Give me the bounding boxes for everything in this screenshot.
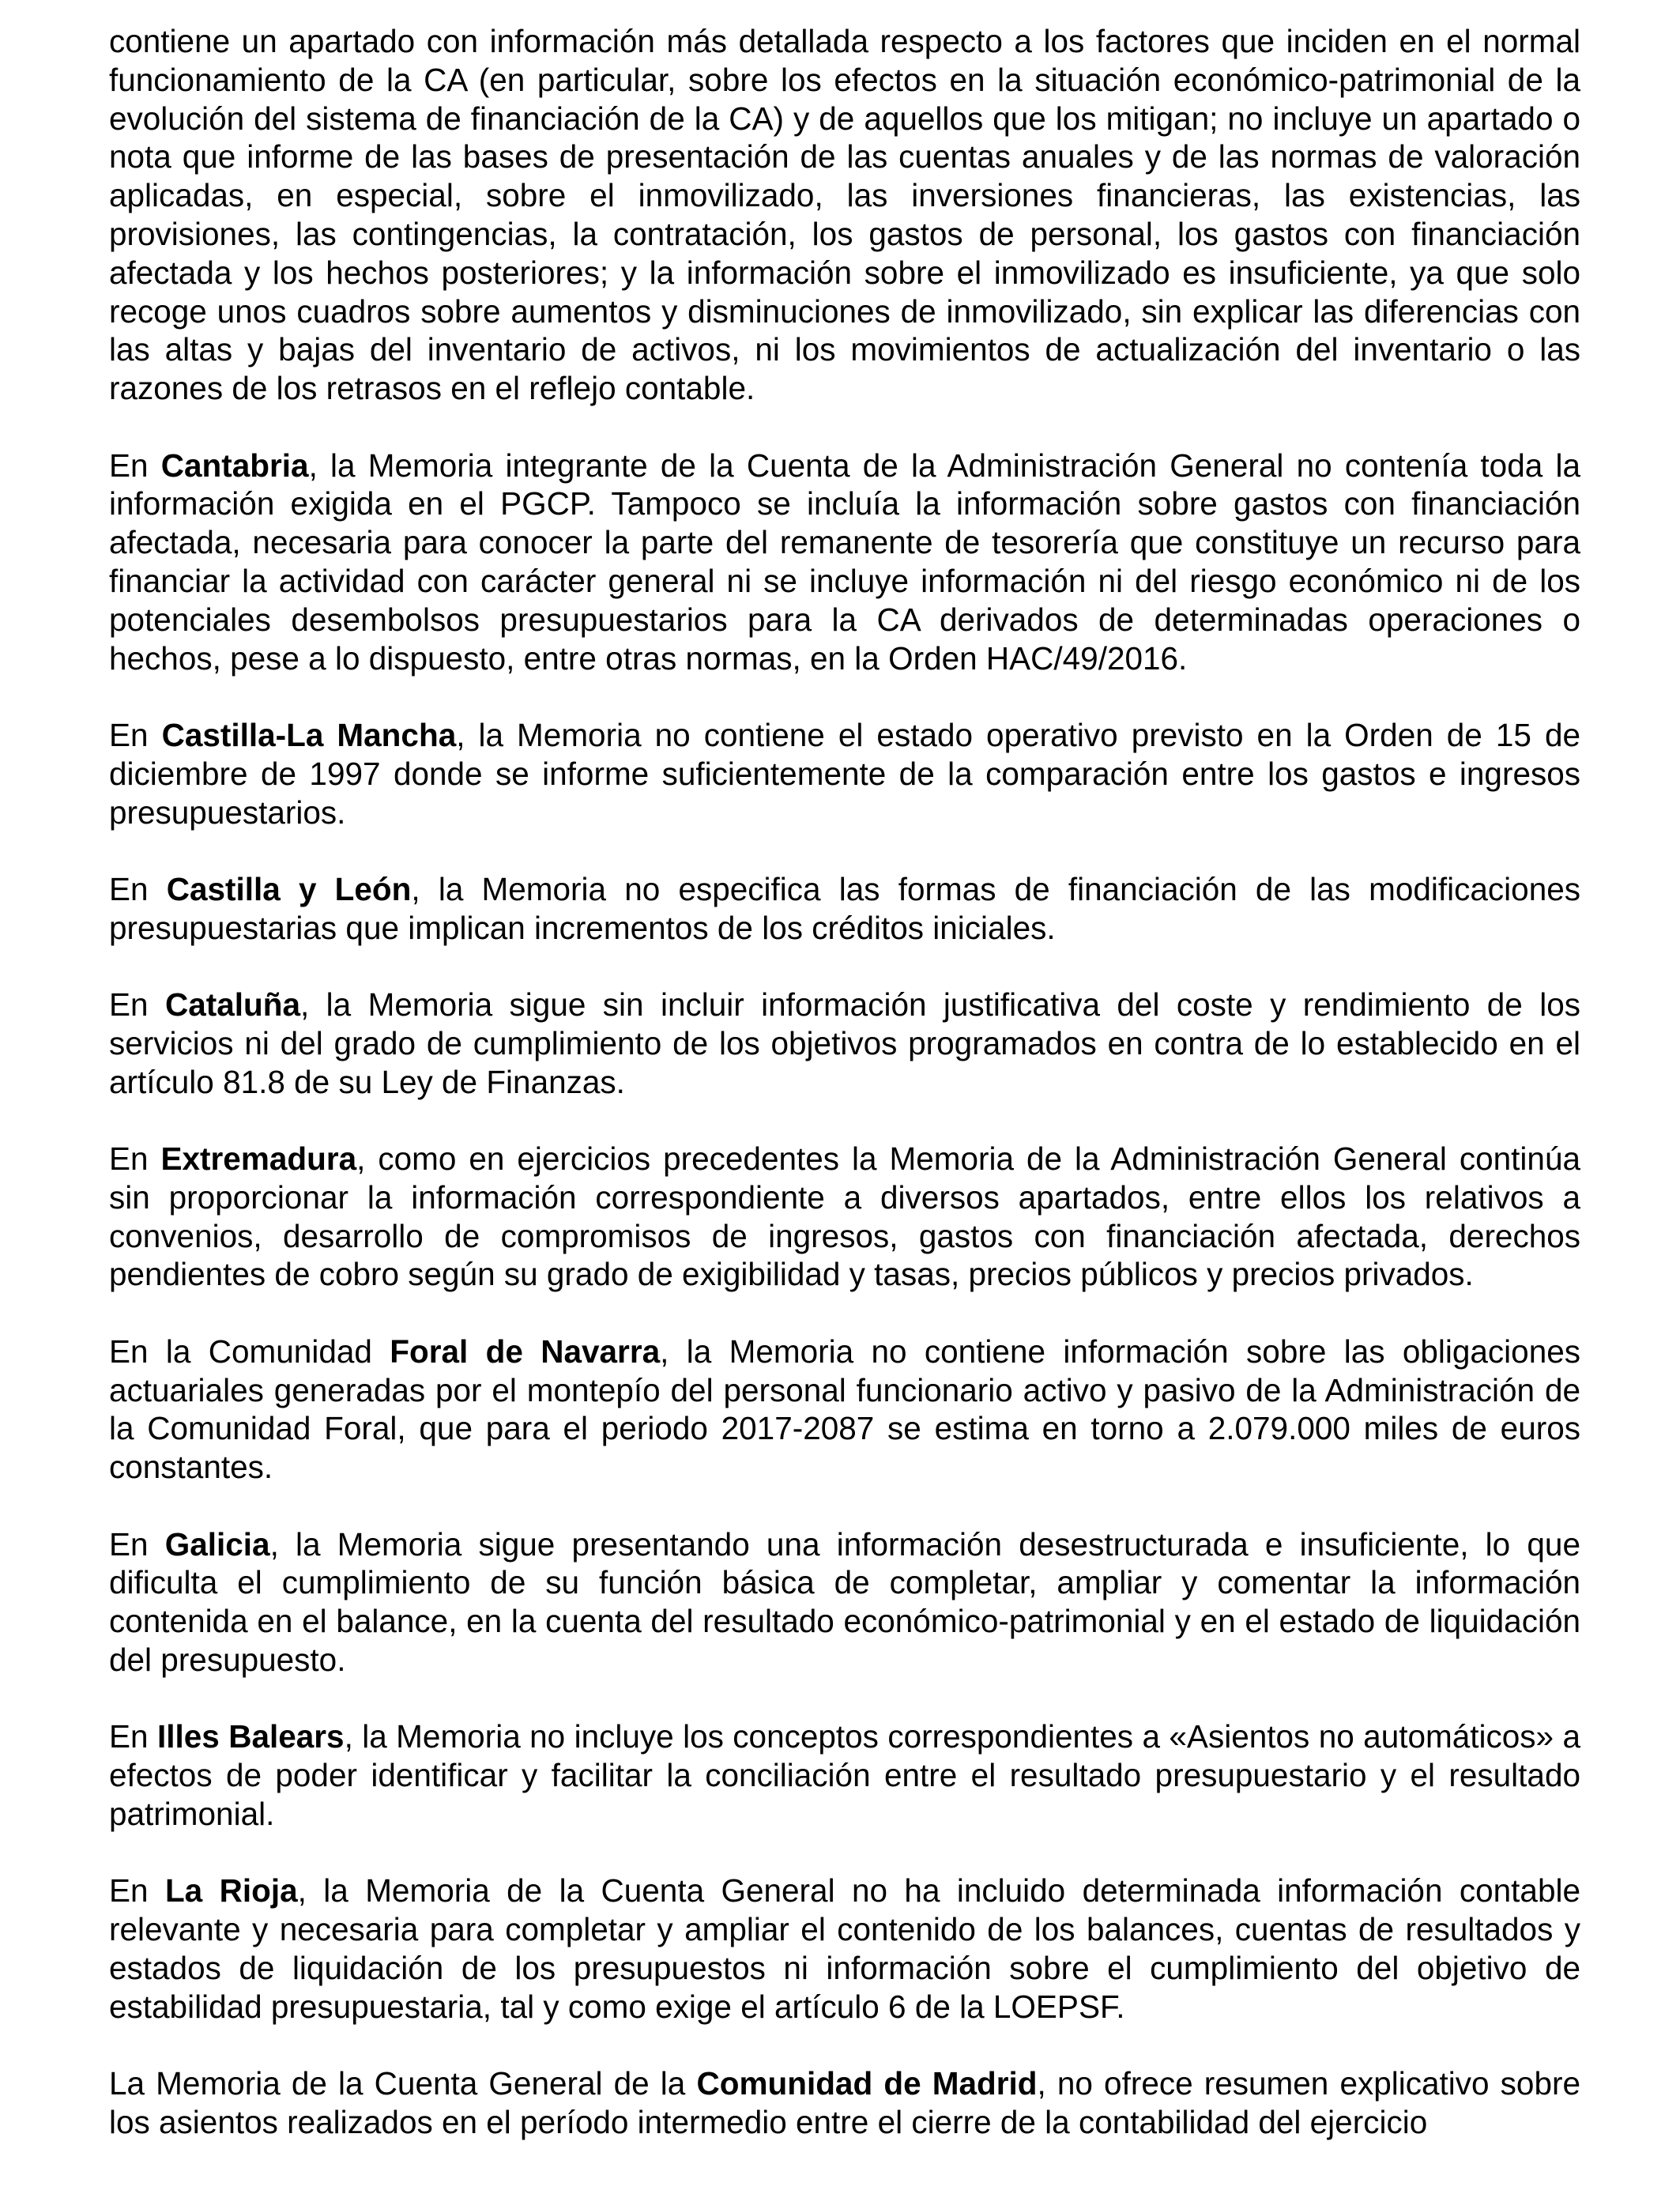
paragraph-text: En — [109, 1872, 165, 1909]
paragraph-navarra — [109, 1333, 1580, 1487]
paragraph-text: La Memoria de la Cuenta General de la — [109, 2065, 697, 2102]
region-name-extremadura: Extremadura — [160, 1140, 357, 1178]
paragraph-la-rioja — [109, 1872, 1580, 2026]
paragraph-text: , la Memoria sigue sin incluir información justificativa del coste y rendimiento de los servicios ni del grado de cumplimiento de los objetivos programados en contra de lo establecido en el artículo 81.8 de su Ley de Finanzas. — [109, 986, 1580, 1100]
region-name-illes-balears: Illes Balears — [156, 1718, 345, 1755]
document-page — [109, 22, 1580, 2142]
region-name-castilla-y-leon: Castilla y León — [166, 870, 412, 907]
paragraph-intro — [109, 22, 1580, 408]
paragraph-madrid — [109, 2064, 1580, 2142]
region-name-cantabria: Cantabria — [160, 447, 309, 484]
paragraph-text: En — [109, 1718, 157, 1755]
paragraph-text: En — [109, 447, 161, 484]
region-name-madrid: Comunidad de Madrid — [696, 2065, 1038, 2102]
region-name-galicia: Galicia — [164, 1525, 270, 1563]
region-name-navarra: Foral de Navarra — [390, 1333, 661, 1370]
paragraph-text: En la Comunidad — [109, 1333, 390, 1370]
paragraph-galicia — [109, 1525, 1580, 1679]
paragraph-castilla-y-leon — [109, 870, 1580, 948]
paragraph-castilla-la-mancha — [109, 716, 1580, 831]
paragraph-text: , la Memoria no incluye los conceptos correspondientes a «Asientos no automáticos» a efectos de poder identificar y facilitar la conciliación entre el resultado presupuestario y el resultado patrimonial. — [109, 1718, 1580, 1833]
paragraph-text: En — [109, 1140, 161, 1178]
paragraph-cantabria — [109, 447, 1580, 678]
paragraph-extremadura — [109, 1140, 1580, 1294]
paragraph-text: En — [109, 986, 165, 1023]
paragraph-text: , la Memoria no contiene información sobre las obligaciones actuariales generadas por el montepío del personal funcionario activo y pasivo de la Administración de la Comunidad Foral, que para el periodo 2017-2087 se estima en torno a 2.079.000 miles de euros constantes. — [109, 1333, 1580, 1486]
region-name-la-rioja: La Rioja — [164, 1872, 298, 1909]
paragraph-text: contiene un apartado con información más detallada respecto a los factores que inciden en el normal funcionamiento de la CA (en particular, sobre los efectos en la situación económico-patrimonial de la evolución del sistema de financiación de la CA) y de aquellos que los mitigan; no incluye un apartado o nota que informe de las bases de presentación de las cuentas anuales y de las normas de valoración aplicadas, en especial, sobre el inmovilizado, las inversiones financieras, las existencias, las provisiones, las contingencias, la contratación, los gastos de personal, los gastos con financiación afectada y los hechos posteriores; y la información sobre el inmovilizado es insuficiente, ya que solo recoge unos cuadros sobre aumentos y disminuciones de inmovilizado, sin explicar las diferencias con las altas y bajas del inventario de activos, ni los movimientos de actualización del inventario o las razones de los retrasos en el reflejo contable. — [109, 23, 1580, 407]
paragraph-text: En — [109, 870, 167, 907]
region-name-castilla-la-mancha: Castilla-La Mancha — [161, 716, 457, 753]
paragraph-text: , la Memoria de la Cuenta General no ha incluido determinada información contable relevante y necesaria para completar y ampliar el contenido de los balances, cuentas de resultados y estados de liquidación de los presupuestos ni información sobre el cumplimiento del objetivo de estabilidad presupuestaria, tal y como exige el artículo 6 de la LOEPSF. — [109, 1872, 1581, 2025]
paragraph-text: , como en ejercicios precedentes la Memoria de la Administración General continúa sin proporcionar la información correspondiente a diversos apartados, entre ellos los relativos a convenios, desarrollo de compromisos de ingresos, gastos con financiación afectada, derechos pendientes de cobro según su grado de exigibilidad y tasas, precios públicos y precios privados. — [109, 1140, 1580, 1293]
paragraph-text: En — [109, 716, 162, 753]
paragraph-cataluna — [109, 986, 1580, 1101]
paragraph-text: , no ofrece resumen explicativo sobre los asientos realizados en el período intermedio entre el cierre de la contabilidad del ejercicio — [109, 2065, 1580, 2140]
paragraph-text: En — [109, 1525, 165, 1563]
paragraph-illes-balears — [109, 1717, 1580, 1833]
region-name-cataluna: Cataluña — [164, 986, 300, 1023]
paragraph-text: , la Memoria no contiene el estado operativo previsto en la Orden de 15 de diciembre de 1997 donde se informe suficientemente de la comparación entre los gastos e ingresos presupuestarios. — [109, 716, 1580, 831]
paragraph-text: , la Memoria sigue presentando una información desestructurada e insuficiente, lo que dificulta el cumplimiento de su función básica de completar, ampliar y comentar la información contenida en el balance, en la cuenta del resultado económico-patrimonial y en el estado de liquidación del presupuesto. — [109, 1525, 1580, 1679]
paragraph-text: , la Memoria integrante de la Cuenta de la Administración General no contenía toda la información exigida en el PGCP. Tampoco se incluía la información sobre gastos con financiación afectada, necesaria para conocer la parte del remanente de tesorería que constituye un recurso para financiar la actividad con carácter general ni se incluye información ni del riesgo económico ni de los potenciales desembolsos presupuestarios para la CA derivados de determinadas operaciones o hechos, pese a lo dispuesto, entre otras normas, en la Orden HAC/49/2016. — [109, 447, 1580, 677]
paragraph-text: , la Memoria no especifica las formas de financiación de las modificaciones presupuestarias que implican incrementos de los créditos iniciales. — [109, 870, 1580, 946]
